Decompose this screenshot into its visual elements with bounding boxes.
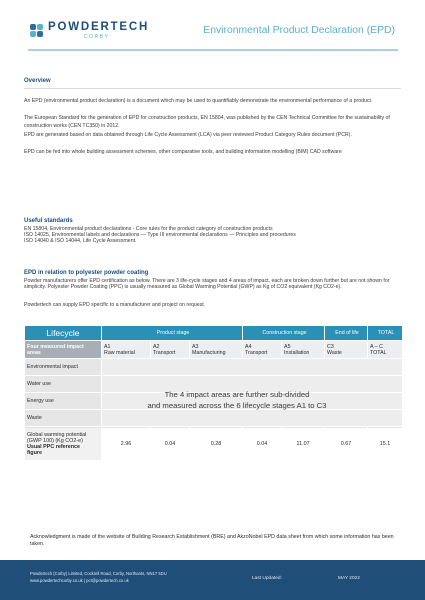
acknowledgment: Acknowledgment is made of the website of Building Research Establishment (BRE) and AkzoNobel EPD data sheet from which some information has been taken. [30,534,394,547]
lifecycle-header: Lifecycle [25,326,101,340]
impact-label: Energy use [25,393,101,409]
epd-coating-title: EPD in relation to polyester powder coating [24,270,149,276]
impact-label: Waste [25,410,101,426]
useful-standards-list [24,226,402,245]
standard-item: ISO 14025, Environmental labels and declarations — Type III environmental declarations — Principles and procedures [24,232,296,239]
table-header-row [25,326,402,340]
page-header [0,0,425,60]
lifecycle-table [24,325,403,461]
impact-data [102,359,402,375]
gwp-label: Global warming potential (GWP 100) (Kg CO2-e) Usual PPC reference figure [25,427,101,460]
stage-cell: A4 Transport [243,341,281,358]
footer-address: Powdertech (Corby) Limited, Cockrell Road, Corby, Northants, NN17 5DU [30,571,167,576]
footer-date: MAY 2022 [338,576,360,581]
gwp-value: 0.67 [325,427,367,460]
overview-paragraph-3: EPD are generated based on data obtained through Life Cycle Assessment (LCA) via peer reviewed Product Category Rules document (PCR). [24,132,352,138]
stage-code-row [25,341,402,358]
impact-label: Environmental impact [25,359,101,375]
document-title: Environmental Product Declaration (EPD) [203,25,395,36]
logo-name: POWDERTECH [48,21,150,33]
stage-cell: A3 Manufacturing [190,341,242,358]
powdertech-logo [30,22,149,40]
total-header: TOTAL [368,326,402,340]
gwp-value: 0.04 [151,427,189,460]
impact-areas-label: Four measured impact areas [25,341,101,358]
overview-paragraph-2: The European Standard for the generation of EPD for construction products, EN 15804, was published by the CEN Technical Committee for the sustainability of construction works (CEN TC350) in 2012. [24,115,390,130]
stage-cell: A – C TOTAL [368,341,402,358]
gwp-value: 2.96 [102,427,150,460]
standard-item: EN 15804, Environmental product declarations - Core rules for the product category of construction products [24,226,273,232]
epd-coating-supply-note: Powdertech can supply EPD specific to a manufacturer and project on request. [24,302,206,308]
impact-label: Water use [25,376,101,392]
epd-coating-paragraph: Powder manufacturers offer EPD certification as below. There are 3 life-cycle stages and 4 areas of impact, each are broken down further but are not shown for simplicity. Polyester Powder Coating (PPC) is usually measured as Global Warming Potential (GWP) as Kg of CO2 equivalent (Kg CO2-e). [24,278,390,291]
stage-cell: C3 Waste [325,341,367,358]
impact-data [102,393,402,409]
footer-updated-label: Last Updated: [252,576,282,581]
overview-paragraph-1: An EPD (environmental product declaration) is a document which may be used to quantifiably demonstrate the environmental performance of a product. [24,98,373,104]
overview-paragraph-4: EPD can be fed into whole building assessment schemes, other comparative tools, and building information modelling (BIM) CAD software [24,149,342,155]
stage-cell: A5 Installation [282,341,324,358]
overview-title: Overview [24,78,51,84]
construction-stage-header: Construction stage [243,326,324,340]
gwp-value: 11.07 [282,427,324,460]
table-row [25,376,402,392]
gwp-value: 15.1 [368,427,402,460]
stage-cell: A1 Raw material [102,341,150,358]
impact-data [102,376,402,392]
header-divider [28,49,398,51]
logo-sub: CORBY [84,33,110,40]
impact-subdivision-note: The 4 impact areas are further sub-divided and measured across the 6 lifecycle stages A1 to C3 [147,390,327,410]
overview-divider [24,88,401,89]
gwp-row [25,427,402,460]
table-row [25,393,402,409]
footer-contact: www.powdertechcorby.co.uk | pct@powdertech.co.uk [30,578,129,583]
logo-mark-icon [30,24,44,38]
stage-cell: A2 Transport [151,341,189,358]
useful-standards-title: Useful standards [24,218,73,224]
standard-item: ISO 14040 & ISO 14044, Life Cycle Assessment. [24,238,137,245]
gwp-value: 0.04 [243,427,281,460]
product-stage-header: Product stage [102,326,242,340]
impact-data [102,410,402,426]
table-row [25,359,402,375]
table-row [25,410,402,426]
gwp-value: 0.28 [190,427,242,460]
end-of-life-header: End of life [325,326,367,340]
